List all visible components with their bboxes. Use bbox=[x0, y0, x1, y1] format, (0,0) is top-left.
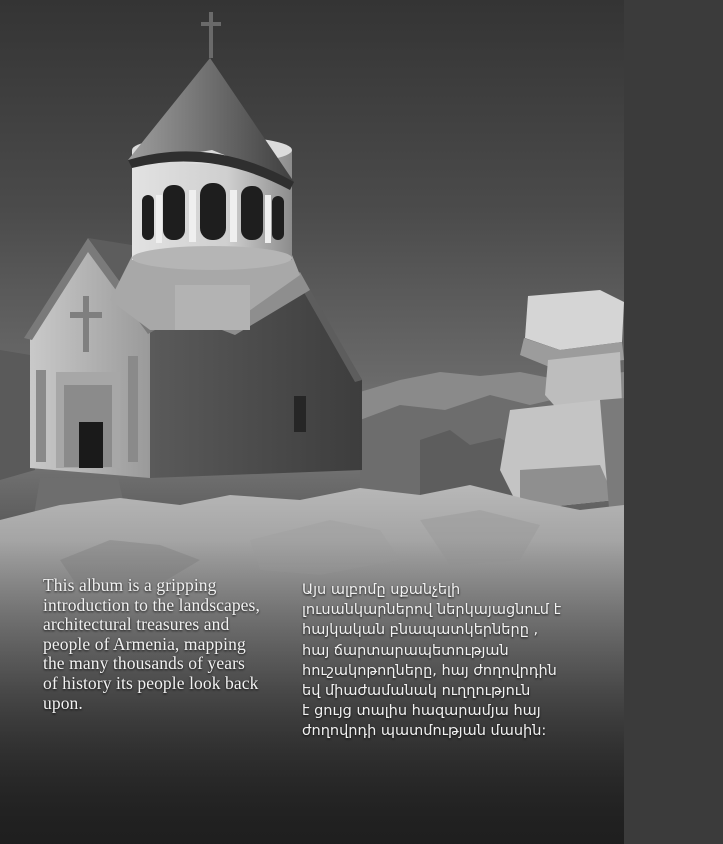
background-strip bbox=[624, 0, 723, 844]
church bbox=[24, 12, 362, 540]
caption-armenian: Այս ալբոմը սքանչելի լուսանկարներով ներկայացնում է հայկական բնապատկերները , հայ ճարտարապետության հուշակոթողները, հայ ժողովրդին եվ միաժամանակ ուղղություն է ցույց տալիս հազարամյա հայ ժողովրդի պատմության մասին: bbox=[302, 582, 562, 740]
caption-english: This album is a gripping introduction to the landscapes, architectural treasures and people of Armenia, mapping the many thousands of years of history its people look back upon. bbox=[43, 575, 260, 713]
